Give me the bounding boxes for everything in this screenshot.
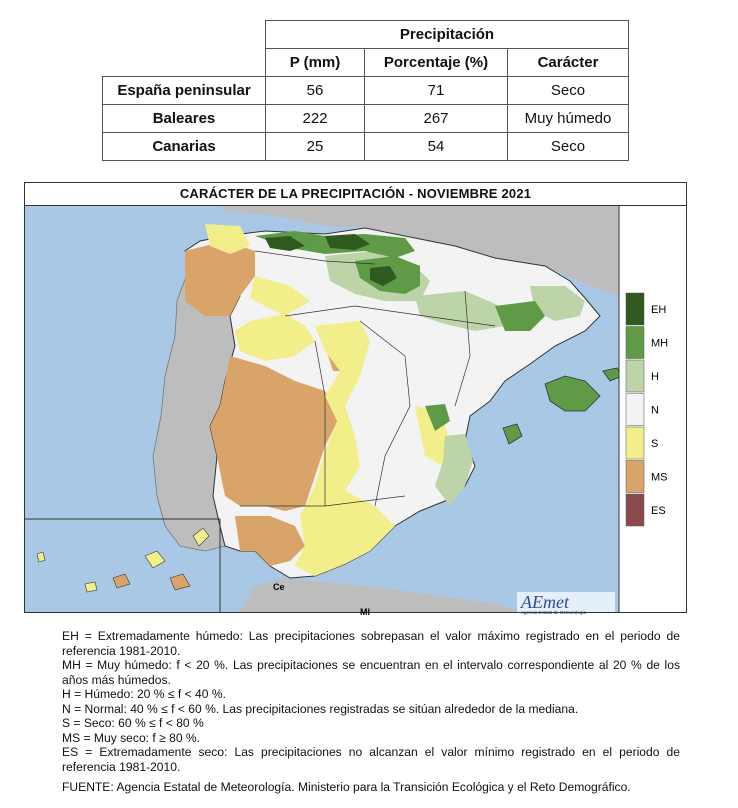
legend-label-es: ES xyxy=(651,505,666,517)
note-h: H = Húmedo: 20 % ≤ f < 40 %. xyxy=(62,687,226,701)
note-n: N = Normal: 40 % ≤ f < 60 %. Las precipitaciones registradas se sitúan alrededor de la mediana. xyxy=(62,701,579,716)
precipitation-map xyxy=(24,182,687,617)
cell-percent: 54 xyxy=(365,133,508,161)
legend-label-h: H xyxy=(651,371,659,383)
legend-label-n: N xyxy=(651,404,659,417)
notes xyxy=(62,629,680,774)
legend-label-s: S xyxy=(651,438,659,450)
note-es: ES = Extremadamente seco: Las precipitaciones no alcanzan el valor mínimo registrado en el periodo de referencia 1981-2010. xyxy=(62,745,680,774)
legend-label-eh: EH xyxy=(651,304,667,316)
aemet-logo-sub: Agencia Estatal de Meteorología xyxy=(521,610,587,615)
table-row xyxy=(103,133,629,161)
legend-swatch-n xyxy=(626,394,644,426)
cell-character: Seco xyxy=(508,77,629,105)
table-row xyxy=(103,105,629,133)
precipitation-header: Precipitación xyxy=(266,21,629,49)
row-label: Canarias xyxy=(103,133,266,161)
cell-p-mm: 25 xyxy=(266,133,365,161)
map-canvas xyxy=(25,206,686,617)
col-character: Carácter xyxy=(508,49,629,77)
legend-swatch-ms xyxy=(626,461,644,493)
cell-character: Muy húmedo xyxy=(508,105,629,133)
cell-percent: 267 xyxy=(365,105,508,133)
aemet-logo: AEmet xyxy=(521,592,569,612)
note-s: S = Seco: 60 % ≤ f < 80 % xyxy=(62,716,204,730)
ceuta-label: Ce xyxy=(273,582,285,592)
cell-p-mm: 222 xyxy=(266,105,365,133)
note-mh: MH = Muy húmedo: f < 20 %. Las precipitaciones se encuentran en el intervalo correspondiente al 20 % de los años más húmedos. xyxy=(62,658,680,687)
legend-swatch-h xyxy=(626,360,644,392)
note-eh: EH = Extremadamente húmedo: Las precipitaciones sobrepasan el valor máximo registrado en el periodo de referencia 1981-2010. xyxy=(62,629,680,658)
legend-label-ms: MS xyxy=(651,471,668,484)
legend-swatch-s xyxy=(626,427,644,459)
row-label: Baleares xyxy=(103,105,266,133)
map-title: CARÁCTER DE LA PRECIPITACIÓN - NOVIEMBRE 2021 xyxy=(25,183,686,206)
source: FUENTE: Agencia Estatal de Meteorología. Ministerio para la Transición Ecológica y el Reto Demográfico. xyxy=(62,780,631,794)
note-ms: MS = Muy seco: f ≥ 80 %. xyxy=(62,730,201,745)
table-row xyxy=(103,77,629,105)
legend-swatch-mh xyxy=(626,327,644,359)
precipitation-table xyxy=(102,20,629,161)
cell-percent: 71 xyxy=(365,77,508,105)
col-percent: Porcentaje (%) xyxy=(365,49,508,77)
cell-character: Seco xyxy=(508,133,629,161)
col-p-mm: P (mm) xyxy=(266,49,365,77)
melilla-label: Ml xyxy=(360,607,370,617)
legend-swatch-eh xyxy=(626,293,644,325)
cell-p-mm: 56 xyxy=(266,77,365,105)
legend-swatch-es xyxy=(626,494,644,526)
row-label: España peninsular xyxy=(103,77,266,105)
legend-label-mh: MH xyxy=(651,337,669,350)
